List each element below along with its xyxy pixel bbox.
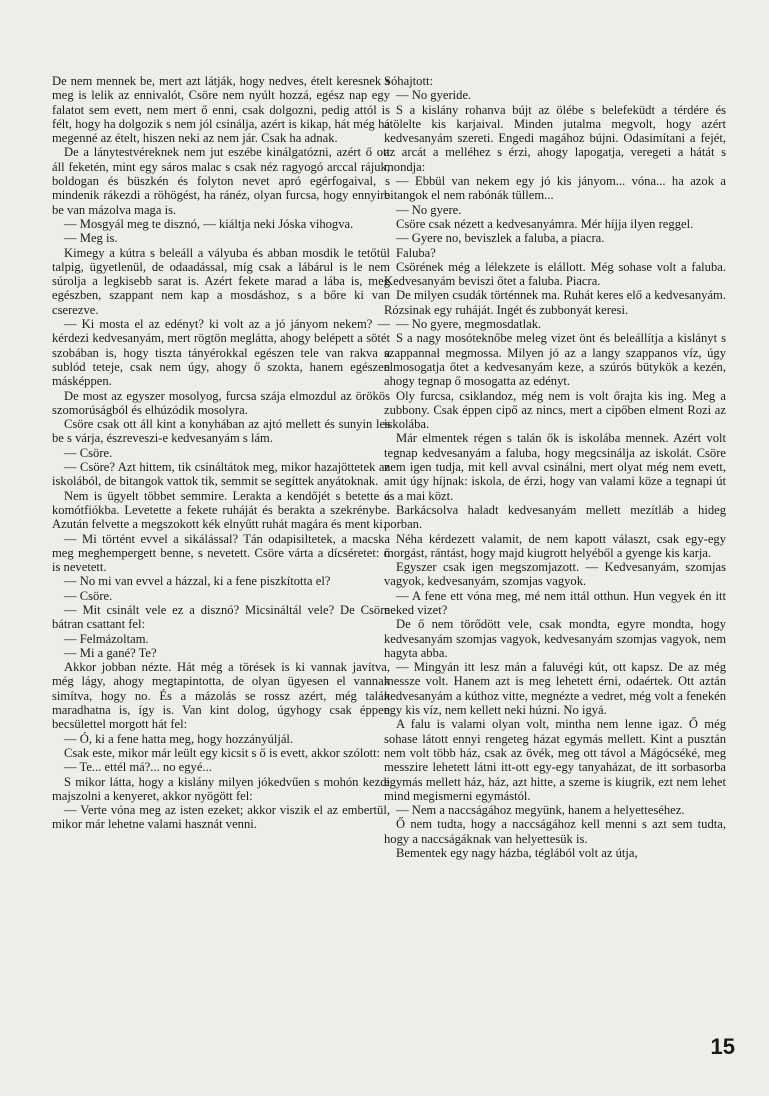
paragraph: — A fene ett vóna meg, mé nem ittál otthun. Hun vegyek én itt neked vizet? xyxy=(384,588,726,617)
paragraph: — Meg is. xyxy=(64,231,118,246)
paragraph: S a kislány rohanva bújt az ölébe s belefeküdt a térdére és átölelte kis karjaival. Minden jutalma megvolt, hogy azért kedvesanyám szereti. Engedi magához bújni. Odasimítani a fejét, az arcát a melléhez s érzi, ahogy lapogatja, veregeti a hátát s mondja: xyxy=(384,102,726,174)
paragraph: — Ó, ki a fene hatta meg, hogy hozzányúljál. xyxy=(64,731,294,746)
paragraph: — No gyere. xyxy=(396,202,462,217)
paragraph: — Csöre. xyxy=(64,445,113,460)
paragraph: De milyen csudák történnek ma. Ruhát keres elő a kedvesanyám. Rózsinak egy ruháját. Ingét és zubbonyát keresi. xyxy=(384,288,726,317)
paragraph: — Te... ettél má?... no egyé... xyxy=(64,760,212,775)
paragraph: Csöre csak nézett a kedvesanyámra. Mér híjja ilyen reggel. xyxy=(396,216,694,231)
paragraph: S a nagy mosóteknőbe meleg vizet önt és beleállítja a kislányt s szappannal megmossa. Milyen jó az a langy szappanos víz, úgy elmosogatja őtet a kedvesanyám keze, a szúrós bütykök a kezén, ahogy tegnap ő mosogatta az edényt. xyxy=(384,331,726,389)
paragraph: — No gyeride. xyxy=(396,88,472,103)
paragraph: Kimegy a kútra s beleáll a vályuba és abban mosdik le tetőtül talpig, ügyetlenül, de odaadással, míg csak a lábárul is le nem súrolja a legkisebb sarat is. Azért fekete marad a lába is, meg egészben, szappant nem kap a mosdáshoz, s a bőre ki van cserezve. xyxy=(52,245,390,317)
paragraph: — No gyere, megmosdatlak. xyxy=(396,317,542,332)
paragraph: S mikor látta, hogy a kislány milyen jókedvűen s mohón kezdi majszolni a kenyeret, akkor nyögött fel: xyxy=(52,774,390,803)
paragraph: — Mosgyál meg te disznó, — kiáltja neki Jóska vihogva. xyxy=(64,216,354,231)
paragraph: Csak este, mikor már leült egy kicsit s ő is evett, akkor szólott: xyxy=(64,745,381,760)
paragraph: — Csöre? Azt hittem, tik csináltátok meg, mikor hazajöttetek az iskolából, de bitangok vattok tik, semmit se segíttek anyátoknak. xyxy=(52,460,390,489)
page-number: 15 xyxy=(710,1034,735,1059)
paragraph: Nem is ügyelt többet semmire. Lerakta a kendőjét s betette a komótfiókba. Levetette a fekete ruháját és berakta a szekrénybe. Azután felvette a megszokott kék elnyűtt ruhát magára és ment ki. xyxy=(52,488,390,532)
paragraph: Oly furcsa, csiklandoz, még nem is volt őrajta kis ing. Meg a zubbony. Csak éppen cipő az nincs, mert a cipőben elment Rozi az iskolába. xyxy=(384,388,726,432)
paragraph: — Mi a gané? Te? xyxy=(64,645,157,660)
paragraph: A falu is valami olyan volt, mintha nem lenne igaz. Ő még sohase látott ennyi rengeteg házat egymás mellett. Kint a pusztán nem volt több ház, csak az övék, meg ott távol a Mágócséké, meg messzire lehetett látni itt-ott egy-egy tanyaházat, de itt sorbasorba egymás mellett ház, ház, azt hitte, a szeme is kiugrik, ezt nem lehet mind megismerni egymástól. xyxy=(384,717,726,803)
paragraph: — No mi van evvel a házzal, ki a fene piszkította el? xyxy=(64,574,331,589)
paragraph: De most az egyszer mosolyog, furcsa szája elmozdul az örökös szomorúságból és elhúzódik mosolyra. xyxy=(52,388,390,417)
paragraph: — Ebbül van nekem egy jó kis jányom... vóna... ha azok a bitangok el nem rabónák tüllem... xyxy=(384,174,726,203)
paragraph: Faluba? xyxy=(396,245,436,260)
paragraph: Csöre csak ott áll kint a konyhában az ajtó mellett és sunyin les be s várja, észreveszi-e kedvesanyám s lám. xyxy=(52,417,390,446)
paragraph: — Mit csinált vele ez a disznó? Micsináltál vele? De Csöre bátran csattant fel: xyxy=(52,602,390,632)
paragraph: Csörének még a lélekzete is elállott. Még sohase volt a faluba. Kedvesanyám beviszi őtet a faluba. Piacra. xyxy=(384,259,726,289)
paragraph: — Felmázoltam. xyxy=(64,631,149,646)
paragraph: — Mi történt evvel a sikálással? Tán odapisiltetek, a macska meg meghempergett benne, s nevetett. Csöre várta a dícséretet: ő is nevetett. xyxy=(52,531,390,575)
paragraph: — Nem a naccságához megyünk, hanem a helyetteséhez. xyxy=(396,803,685,818)
paragraph: — Verte vóna meg az isten ezeket; akkor viszik el az embertül, mikor már lehetne valami hasznát venni. xyxy=(52,803,390,832)
paragraph: Barkácsolva haladt kedvesanyám mellett mezítláb a hideg porban. xyxy=(384,502,726,532)
paragraph: Néha kérdezett valamit, de nem kapott választ, csak egy-egy morgást, rántást, hogy majd kiugrott helyéből a gyenge kis karja. xyxy=(384,531,726,560)
paragraph: De nem mennek be, mert azt látják, hogy nedves, ételt keresnek s meg is lelik az ennivalót, Csöre nem nyúlt hozzá, egész nap egy falatot sem evett, nem mert ő enni, csak dolgozni, pedig attól is félt, hogy ha dolgozik s nem jól csinálja, azért is kikap, hát még ha megenné az ételt, hiszen neki az nem jár. Csak ha adnak. xyxy=(52,74,390,146)
paragraph: De ő nem törődött vele, csak mondta, egyre mondta, hogy kedvesanyám szomjas vagyok, kedvesanyám szomjas vagyok, nem hagyta abba. xyxy=(384,617,726,660)
paragraph: Sóhajtott: xyxy=(384,74,433,88)
paragraph: — Mingyán itt lesz mán a faluvégi kút, ott kapsz. De az még messze volt. Hanem azt is meg lehetett érni, odaértek. Ott aztán kedvesanyám a kúthoz vitte, megnézte a vedret, még volt a fenekén egy kis víz, nem kellett neki húzni. No igyá. xyxy=(384,660,726,718)
paragraph: De a lánytestvéreknek nem jut eszébe kinálgatózni, azért ő ott áll feketén, mint egy sáros malac s csak néz ragyogó arccal rájuk, boldogan és büszkén és folyton nevet apró egérfogaival, s mindenik rákezdi a röhögést, ha ránéz, olyan furcsa, hogy ennyire be van mázolva maga is. xyxy=(52,145,390,217)
paragraph: — Csöre. xyxy=(64,588,113,603)
paragraph: Már elmentek régen s talán ők is iskolába mennek. Azért volt tegnap kedvesanyám a faluba, hogy megcsinálja az iskolát. Csöre nem igen tudja, mit kell avval csinálni, mert olyat még nem evett, amit úgy híjnak: iskola, de érzi, hogy van valami köze a tegnapi út és a mai közt. xyxy=(384,431,726,503)
paragraph: — Gyere no, beviszlek a faluba, a piacra. xyxy=(396,231,605,246)
paragraph: Bementek egy nagy házba, téglából volt az útja, xyxy=(396,846,638,861)
left-text-column xyxy=(52,74,390,832)
right-text-column xyxy=(384,74,726,860)
paragraph: Egyszer csak igen megszomjazott. — Kedvesanyám, szomjas vagyok, kedvesanyám, szomjas vagyok. xyxy=(384,560,726,589)
paragraph: Ő nem tudta, hogy a naccságához kell menni s azt sem tudta, hogy a naccságáknak van helyettesük is. xyxy=(384,817,726,846)
paragraph: — Ki mosta el az edényt? ki volt az a jó jányom nekem? — kérdezi kedvesanyám, mert rögtön meglátta, ahogy belépett a sötét szobában is, hogy tiszta tányérokkal egészen tele van rakva a sublód teteje, csak nem úgy, ahogy ő szokta, hanem egészen másképpen. xyxy=(52,317,390,389)
paragraph: Akkor jobban nézte. Hát még a törések is ki vannak javítva, még lágy, ahogy megtapintotta, de olyan ügyesen el vannak simítva, hogy no. És a mázolás se rossz azért, még talán maradhatna is, így is. Van kint dolog, úgyhogy csak éppen becsülettel morgott hát fel: xyxy=(52,660,390,732)
